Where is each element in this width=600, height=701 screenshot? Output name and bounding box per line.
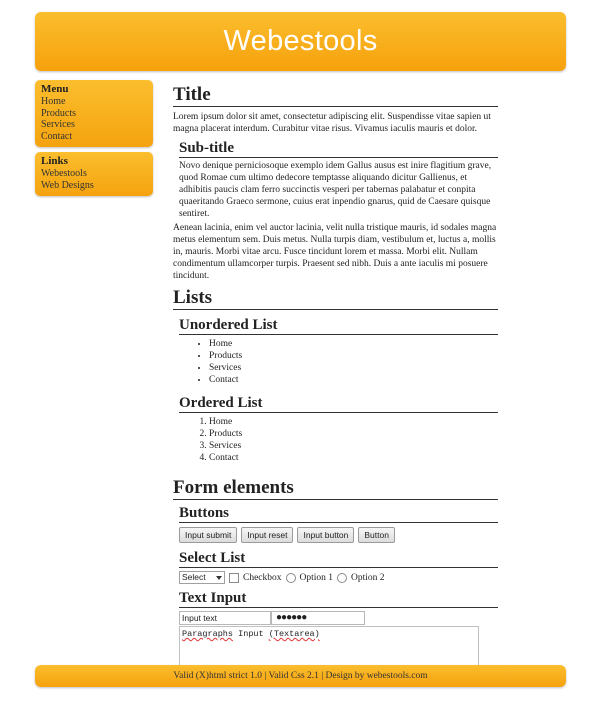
radio-option-2[interactable] (337, 573, 347, 583)
select-value: Select (182, 572, 206, 582)
textarea-word: Input (238, 629, 264, 639)
sidebar-menu-title: Menu (41, 83, 69, 95)
input-submit-button[interactable]: Input submit (179, 527, 237, 543)
sidebar-item-services[interactable]: Services (41, 119, 75, 130)
select-list-heading: Select List (179, 549, 498, 568)
textarea-word: Paragraphs (182, 629, 234, 639)
sidebar-link-webestools[interactable]: Webestools (41, 168, 87, 179)
button-element[interactable]: Button (358, 527, 395, 543)
list-item: 3. Services (209, 440, 498, 452)
text-input-row (179, 611, 498, 625)
text-input-field[interactable]: Input text (179, 611, 271, 625)
subtitle-heading: Sub-title (179, 139, 498, 158)
ordered-list-heading: Ordered List (179, 394, 498, 413)
sidebar-item-home[interactable]: Home (41, 96, 66, 107)
form-elements-heading: Form elements (173, 477, 498, 500)
subtitle-paragraph: Novo denique perniciosoque exemplo idem Gallus ausus est inire flagitium grave, quod Romae cum ultimo dedecore temptasse aliquando dicitur Gallienus, et adhibitis paucis clam ferro succinctis vesperi per tabernas palabatur et conpita quaeritando Graeco sermone, cuius erat inpendio gnarus, quid de Caesare quisque sentiret. (179, 161, 492, 219)
buttons-heading: Buttons (179, 504, 498, 523)
input-reset-button[interactable]: Input reset (241, 527, 293, 543)
radio-option-1[interactable] (286, 573, 296, 583)
list-item: 1. Home (209, 416, 498, 428)
site-title: Webestools (223, 25, 378, 57)
main-content (173, 84, 498, 675)
checkbox[interactable] (229, 573, 239, 583)
sidebar-item-contact[interactable]: Contact (41, 130, 73, 142)
intro-paragraph: Lorem ipsum dolor sit amet, consectetur adipiscing elit. Suspendisse vitae sapien ut magna placerat interdum. Curabitur vitae risus. Vivamus iaculis mauris et dolor. (173, 112, 491, 134)
radio-option-1-label: Option 1 (299, 572, 334, 583)
list-item: 4. Contact (209, 452, 498, 464)
text-input-heading: Text Input (179, 589, 498, 608)
sidebar-item-products[interactable]: Products (41, 107, 76, 119)
password-field[interactable]: ●●●●●● (271, 611, 365, 625)
site-header (35, 12, 566, 71)
page-title: Title (173, 84, 498, 107)
unordered-list (173, 338, 498, 386)
ordered-list (173, 416, 498, 464)
buttons-row (179, 527, 498, 543)
footer-text: Valid (X)html strict 1.0 | Valid Css 2.1 | Design by webestools.com (173, 671, 428, 681)
chevron-down-icon (216, 576, 222, 580)
textarea-word: (Textarea) (268, 629, 320, 639)
select-row (179, 571, 498, 584)
list-item: • Products (209, 350, 498, 362)
body-paragraph: Aenean lacinia, enim vel auctor lacinia, velit nulla tristique mauris, id sodales magna metus elementum sem. Duis metus. Nulla turpis diam, vestibulum et, luctus a, mollis in, mauris. Morbi vitae arcu. Fusce tincidunt lorem et massa. Morbi elit. Nullam condimentum ullamcorper turpis. Praesent sed nibh. Duis a ante iaculis mi posuere tincidunt. (173, 223, 497, 281)
lists-heading: Lists (173, 287, 498, 310)
select-dropdown[interactable] (179, 571, 225, 584)
sidebar-links (35, 152, 153, 196)
input-button-button[interactable]: Input button (297, 527, 354, 543)
list-item: • Home (209, 338, 498, 350)
sidebar-link-web-designs[interactable]: Web Designs (41, 179, 94, 191)
list-item: 2. Products (209, 428, 498, 440)
unordered-list-heading: Unordered List (179, 316, 498, 335)
radio-option-2-label: Option 2 (351, 572, 385, 583)
list-item: • Contact (209, 374, 498, 386)
sidebar-menu (35, 80, 153, 147)
sidebar-links-title: Links (41, 155, 68, 167)
list-item: • Services (209, 362, 498, 374)
checkbox-label: Checkbox (243, 572, 282, 583)
site-footer (35, 665, 566, 687)
